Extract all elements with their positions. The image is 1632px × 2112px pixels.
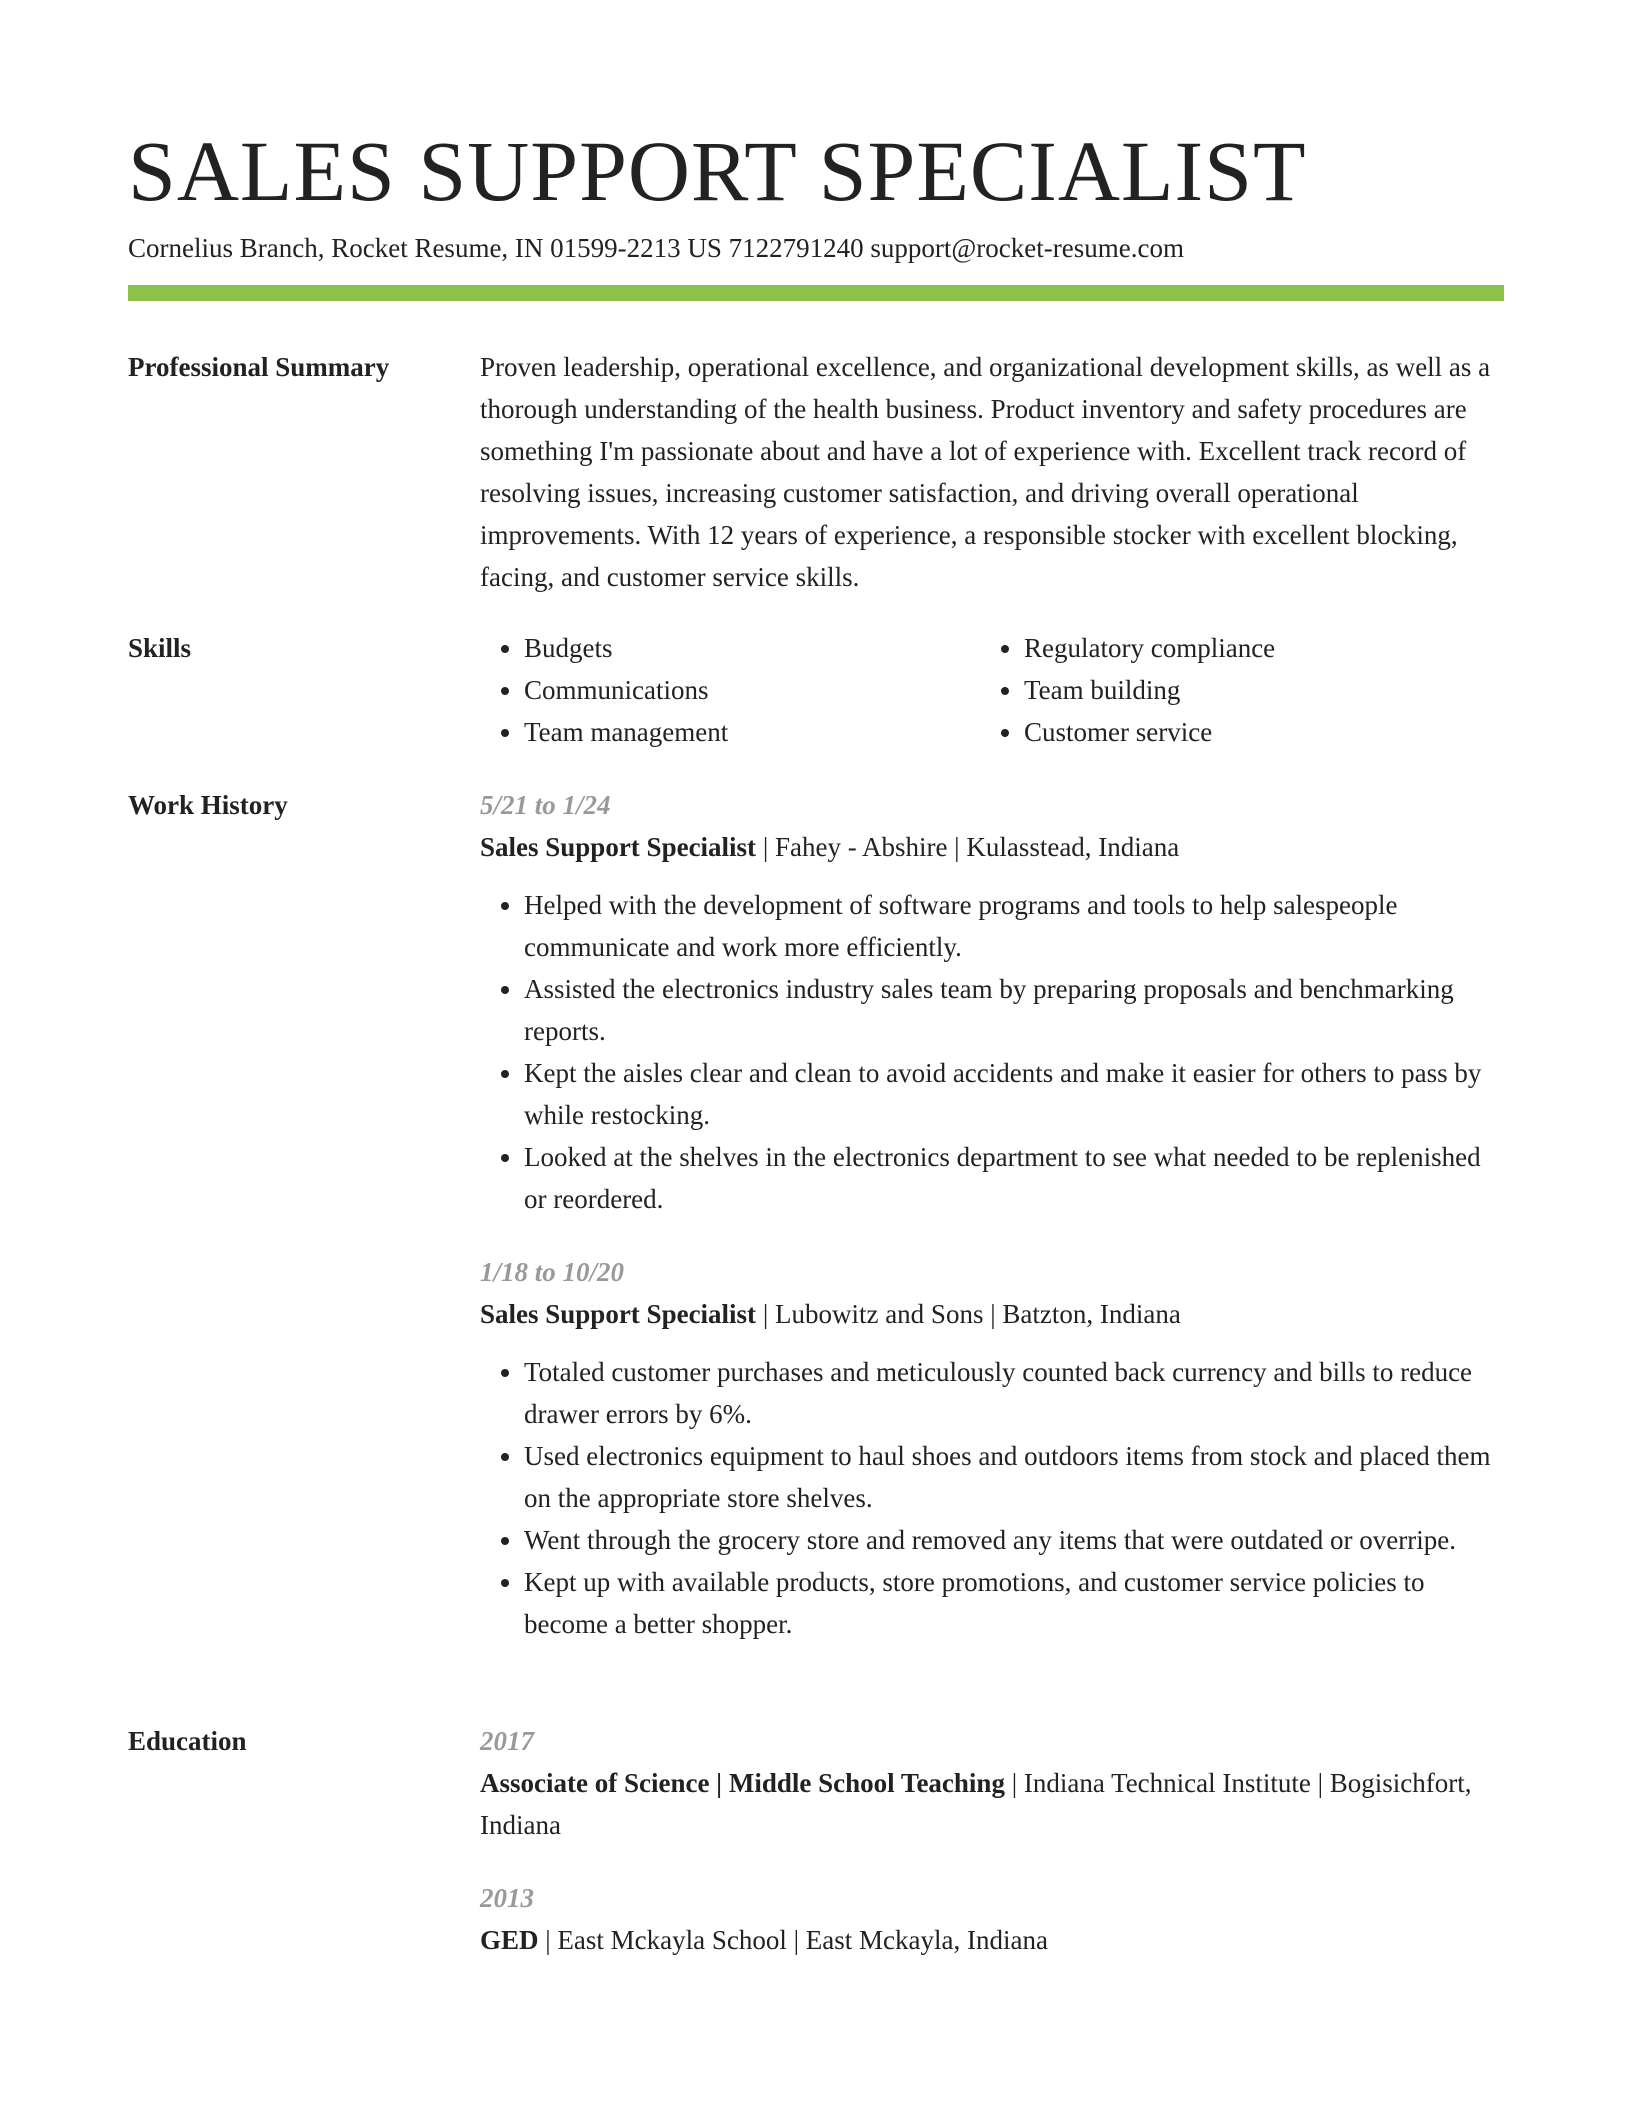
job-bullet: • Kept the aisles clear and clean to avoid accidents and make it easier for others to pass by while restocking. xyxy=(524,1052,1504,1136)
job-details: | Lubowitz and Sons | Batzton, Indiana xyxy=(756,1299,1181,1329)
skill-item: • Team management xyxy=(524,711,728,753)
job-header xyxy=(480,1293,1504,1335)
job-bullet: • Assisted the electronics industry sales team by preparing proposals and benchmarking reports. xyxy=(524,968,1504,1052)
education-details: | East Mckayla School | East Mckayla, Indiana xyxy=(538,1925,1048,1955)
skills-section xyxy=(480,627,1504,753)
skills-list-right xyxy=(980,627,1275,753)
education-entry xyxy=(480,1877,1504,1961)
job-dates: 1/18 to 10/20 xyxy=(480,1257,625,1287)
job-bullet: • Helped with the development of software programs and tools to help salespeople communicate and work more efficiently. xyxy=(524,884,1504,968)
skills-heading: Skills xyxy=(128,633,192,663)
education-line xyxy=(480,1919,1504,1961)
summary-text: Proven leadership, operational excellence, and organizational development skills, as well as a thorough understanding of the health business. Product inventory and safety procedures are something I'm passionate about and have a lot of experience with. Excellent track record of resolving issues, increasing customer satisfaction, and driving overall operational improvements. With 12 years of experience, a responsible stocker with excellent blocking, facing, and customer service skills. xyxy=(480,352,1491,592)
summary-section xyxy=(480,346,1504,598)
job-bullet: • Went through the grocery store and removed any items that were outdated or overripe. xyxy=(524,1519,1504,1561)
summary-heading: Professional Summary xyxy=(128,352,390,382)
education-details: | Indiana Technical Institute | Bogisichfort, Indiana xyxy=(480,1768,1472,1840)
job-bullets xyxy=(480,884,1504,1220)
education-heading: Education xyxy=(128,1726,247,1756)
job-title: Sales Support Specialist xyxy=(480,832,757,862)
job-bullet: • Used electronics equipment to haul shoes and outdoors items from stock and placed them on the appropriate store shelves. xyxy=(524,1435,1504,1519)
job-entry xyxy=(480,1251,1504,1645)
job-bullet: • Looked at the shelves in the electronics department to see what needed to be replenished or reordered. xyxy=(524,1136,1504,1220)
education-degree: Associate of Science | Middle School Teaching xyxy=(480,1768,1005,1798)
skill-item: • Communications xyxy=(524,669,728,711)
job-dates: 5/21 to 1/24 xyxy=(480,790,611,820)
skills-list-left xyxy=(480,627,728,753)
education-year: 2013 xyxy=(480,1883,534,1913)
education-entry xyxy=(480,1720,1504,1846)
skill-item: • Regulatory compliance xyxy=(1024,627,1275,669)
job-header xyxy=(480,826,1504,868)
job-entry xyxy=(480,784,1504,1220)
job-bullets xyxy=(480,1351,1504,1645)
job-details: | Fahey - Abshire | Kulasstead, Indiana xyxy=(756,832,1180,862)
job-bullet: • Kept up with available products, store promotions, and customer service policies to become a better shopper. xyxy=(524,1561,1504,1645)
job-bullet: • Totaled customer purchases and meticulously counted back currency and bills to reduce drawer errors by 6%. xyxy=(524,1351,1504,1435)
work-history-heading: Work History xyxy=(128,790,288,820)
resume-title: SALES SUPPORT SPECIALIST xyxy=(128,123,1307,219)
education-line xyxy=(480,1762,1504,1846)
education-year: 2017 xyxy=(480,1726,534,1756)
skill-item: • Customer service xyxy=(1024,711,1275,753)
skill-item: • Team building xyxy=(1024,669,1275,711)
contact-info: Cornelius Branch, Rocket Resume, IN 01599-2213 US 7122791240 support@rocket-resume.com xyxy=(128,233,1184,263)
header-divider xyxy=(128,285,1504,301)
skill-item: • Budgets xyxy=(524,627,728,669)
education-degree: GED xyxy=(480,1925,539,1955)
job-title: Sales Support Specialist xyxy=(480,1299,757,1329)
